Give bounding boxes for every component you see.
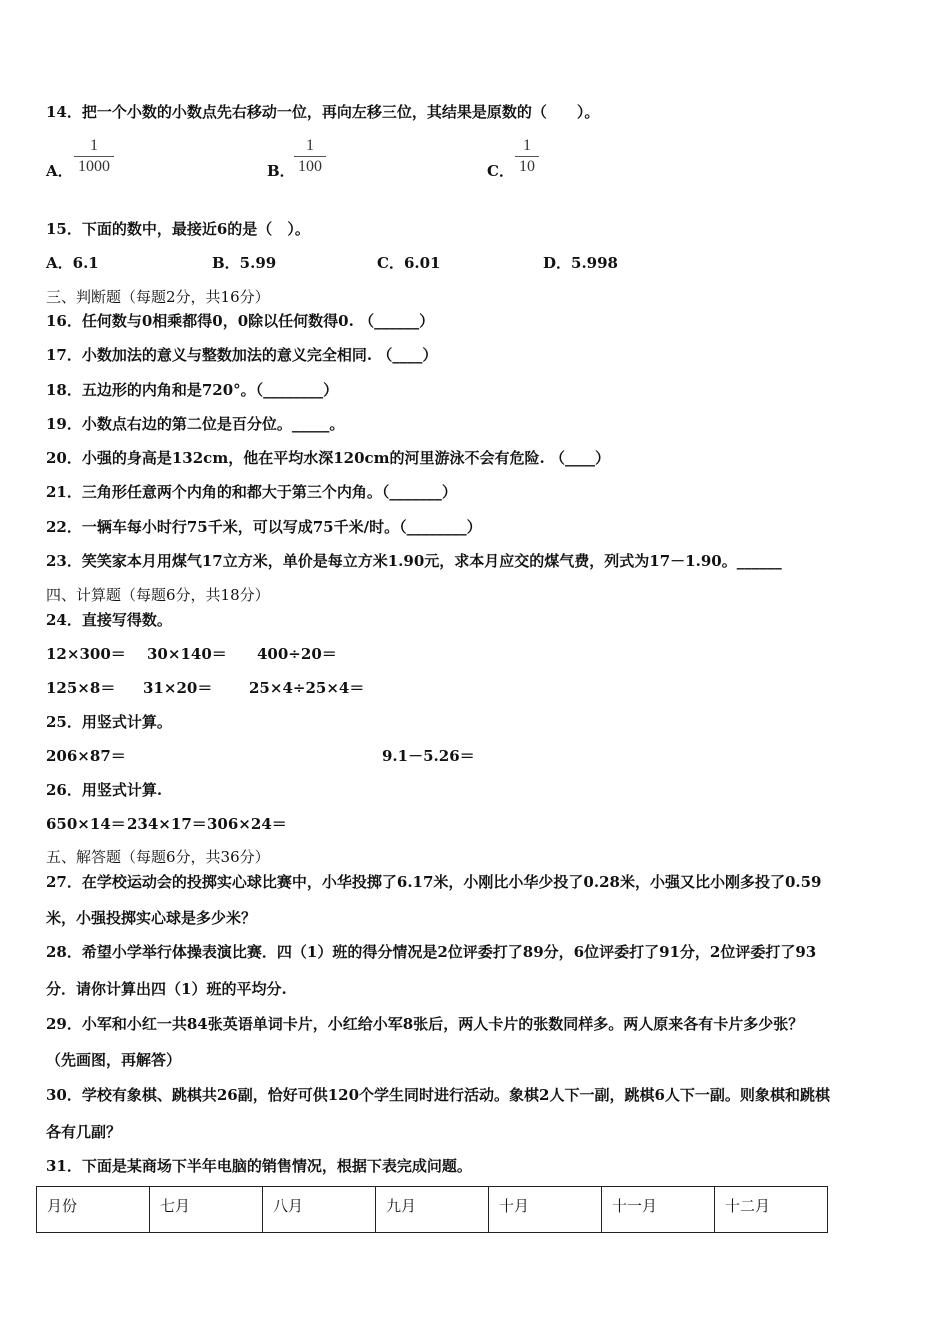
q15-option-c: C．6.01 <box>377 254 441 272</box>
table-cell: 九月 <box>376 1187 489 1233</box>
q28-line-1: 28．希望小学举行体操表演比赛．四（1）班的得分情况是2位评委打了89分，6位评委打了91分，2位评委打了93 <box>46 943 817 961</box>
q16-text: 16．任何数与0相乘都得0，0除以任何数得0. （______） <box>46 312 435 330</box>
numerator: 1 <box>523 137 531 154</box>
q25-title: 25．用竖式计算。 <box>46 713 172 731</box>
table-row <box>37 1187 828 1233</box>
q23-text: 23．笑笑家本月用煤气17立方米，单价是每立方米1.90元，求本月应交的煤气费，列式为17－1.90。______ <box>46 552 782 570</box>
q24-item: 400÷20＝ <box>257 645 337 663</box>
q24-title: 24．直接写得数。 <box>46 611 172 629</box>
section-3-heading: 三、判断题（每题2分，共16分） <box>46 288 270 306</box>
q28-line-2: 分．请你计算出四（1）班的平均分. <box>46 980 287 998</box>
q30-line-2: 各有几副？ <box>46 1123 122 1141</box>
q26-item: 306×24＝ <box>207 815 287 833</box>
numerator: 1 <box>90 137 98 154</box>
q18-text: 18．五边形的内角和是720°。（________） <box>46 381 339 399</box>
q14-option-b-label: B． <box>267 162 295 180</box>
table-cell: 八月 <box>263 1187 376 1233</box>
table-cell: 十二月 <box>715 1187 828 1233</box>
q17-text: 17．小数加法的意义与整数加法的意义完全相同. （____） <box>46 346 438 364</box>
q27-line-2: 米，小强投掷实心球是多少米？ <box>46 909 257 927</box>
q24-item: 125×8＝ <box>46 679 116 697</box>
q14-option-a-label: A． <box>46 162 73 180</box>
q24-item: 12×300＝ <box>46 645 126 663</box>
q27-line-1: 27．在学校运动会的投掷实心球比赛中，小华投掷了6.17米，小刚比小华少投了0.28米，小强又比小刚多投了0.59 <box>46 873 822 891</box>
q15-option-a: A．6.1 <box>46 254 99 272</box>
q25-item: 9.1－5.26＝ <box>382 747 475 765</box>
section-5-heading: 五、解答题（每题6分，共36分） <box>46 848 270 866</box>
q29-line-1: 29．小军和小红一共84张英语单词卡片，小红给小军8张后，两人卡片的张数同样多。两人原来各有卡片多少张？ <box>46 1015 804 1033</box>
q14-option-c-fraction <box>515 136 539 177</box>
denominator: 100 <box>298 158 322 175</box>
q26-item: 650×14＝ <box>46 815 126 833</box>
q26-title: 26．用竖式计算. <box>46 781 163 799</box>
table-cell: 十月 <box>489 1187 602 1233</box>
denominator: 10 <box>519 158 535 175</box>
table-cell: 十一月 <box>602 1187 715 1233</box>
q14-option-b-fraction <box>294 136 326 177</box>
q19-text: 19．小数点右边的第二位是百分位。_____。 <box>46 415 345 433</box>
q14-option-c-label: C． <box>487 162 514 180</box>
q14-text: 14．把一个小数的小数点先右移动一位，再向左移三位，其结果是原数的（ ）。 <box>46 103 600 121</box>
q30-line-1: 30．学校有象棋、跳棋共26副，恰好可供120个学生同时进行活动。象棋2人下一副，跳棋6人下一副。则象棋和跳棋 <box>46 1086 830 1104</box>
q25-item: 206×87＝ <box>46 747 126 765</box>
q31-text: 31．下面是某商场下半年电脑的销售情况，根据下表完成问题。 <box>46 1157 472 1175</box>
q21-text: 21．三角形任意两个内角的和都大于第三个内角。（_______） <box>46 483 457 501</box>
q24-item: 31×20＝ <box>143 679 213 697</box>
q29-line-2: （先画图，再解答） <box>46 1051 182 1069</box>
q22-text: 22．一辆车每小时行75千米，可以写成75千米/时。（________） <box>46 518 482 536</box>
section-4-heading: 四、计算题（每题6分，共18分） <box>46 586 270 604</box>
numerator: 1 <box>306 137 314 154</box>
q15-text: 15．下面的数中，最接近6的是（ ）。 <box>46 220 310 238</box>
q24-item: 30×140＝ <box>147 645 227 663</box>
q20-text: 20．小强的身高是132cm，他在平均水深120cm的河里游泳不会有危险. （____） <box>46 449 610 467</box>
q15-option-b: B．5.99 <box>212 254 277 272</box>
q14-option-a-fraction <box>74 136 114 177</box>
denominator: 1000 <box>78 158 110 175</box>
q15-option-d: D．5.998 <box>543 254 618 272</box>
q24-item: 25×4÷25×4＝ <box>249 679 365 697</box>
sales-table <box>36 1186 828 1233</box>
table-cell: 月份 <box>37 1187 150 1233</box>
table-cell: 七月 <box>150 1187 263 1233</box>
q26-item: 234×17＝ <box>127 815 207 833</box>
